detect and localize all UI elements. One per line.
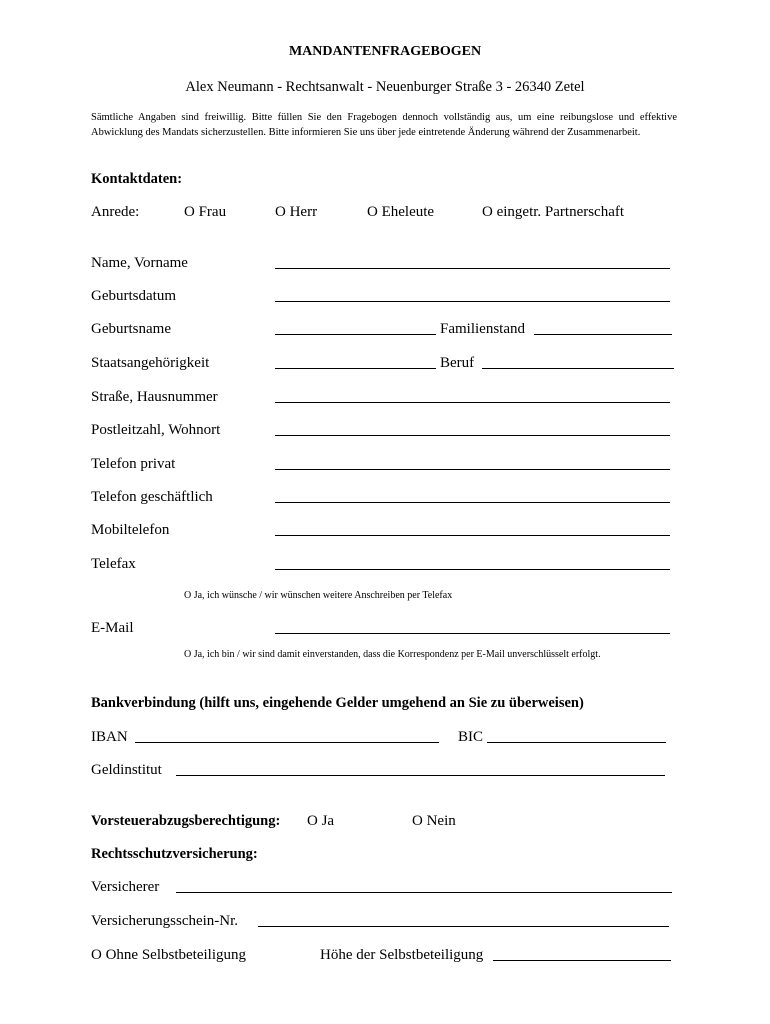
insurance-heading: Rechtsschutzversicherung: bbox=[91, 846, 258, 862]
postal-city-label: Postleitzahl, Wohnort bbox=[91, 422, 221, 438]
bank-institute-field[interactable] bbox=[176, 775, 665, 776]
phone-private-label: Telefon privat bbox=[91, 456, 176, 472]
deductible-field[interactable] bbox=[493, 960, 671, 961]
salutation-option-partnerschaft[interactable]: O eingetr. Partnerschaft bbox=[482, 204, 625, 220]
salutation-option-herr[interactable]: O Herr bbox=[275, 204, 318, 220]
fax-label: Telefax bbox=[91, 556, 136, 572]
phone-business-field[interactable] bbox=[275, 502, 670, 503]
policy-number-field[interactable] bbox=[258, 926, 669, 927]
email-field[interactable] bbox=[275, 633, 670, 634]
street-field[interactable] bbox=[275, 402, 670, 403]
street-label: Straße, Hausnummer bbox=[91, 389, 218, 405]
salutation-option-frau[interactable]: O Frau bbox=[184, 204, 227, 220]
phone-private-field[interactable] bbox=[275, 469, 670, 470]
email-label: E-Mail bbox=[91, 620, 134, 636]
tax-option-no[interactable]: O Nein bbox=[412, 813, 456, 829]
phone-business-label: Telefon geschäftlich bbox=[91, 489, 213, 505]
name-label: Name, Vorname bbox=[91, 255, 188, 271]
fax-field[interactable] bbox=[275, 569, 670, 570]
deductible-label: Höhe der Selbstbeteiligung bbox=[320, 947, 484, 963]
birthname-label: Geburtsname bbox=[91, 321, 171, 337]
no-deductible-option[interactable]: O Ohne Selbstbeteiligung bbox=[91, 947, 246, 963]
insurer-label: Versicherer bbox=[91, 879, 160, 895]
birthdate-field[interactable] bbox=[275, 301, 670, 302]
mobile-label: Mobiltelefon bbox=[91, 522, 170, 538]
contact-heading: Kontaktdaten: bbox=[91, 171, 183, 187]
mobile-field[interactable] bbox=[275, 535, 670, 536]
profession-label: Beruf bbox=[440, 355, 475, 371]
birthname-field[interactable] bbox=[275, 334, 436, 335]
bank-heading: Bankverbindung (hilft uns, eingehende Gelder umgehend an Sie zu überweisen) bbox=[91, 695, 584, 711]
insurer-field[interactable] bbox=[176, 892, 672, 893]
salutation-label: Anrede: bbox=[91, 204, 140, 220]
policy-number-label: Versicherungsschein-Nr. bbox=[91, 913, 239, 929]
marital-status-field[interactable] bbox=[534, 334, 672, 335]
lawyer-address: Alex Neumann - Rechtsanwalt - Neuenburger Straße 3 - 26340 Zetel bbox=[185, 79, 585, 95]
bic-field[interactable] bbox=[487, 742, 666, 743]
intro-paragraph: Sämtliche Angaben sind freiwillig. Bitte füllen Sie den Fragebogen dennoch vollständig aus, um eine reibungslose und effektive Abwicklung des Mandats sicherzustellen. Bitte informieren Sie uns über jede eintretende Änderung während der Zusammenarbeit. bbox=[91, 112, 677, 138]
salutation-option-eheleute[interactable]: O Eheleute bbox=[367, 204, 435, 220]
marital-status-label: Familienstand bbox=[440, 321, 525, 337]
bic-label: BIC bbox=[458, 729, 484, 745]
form-title: MANDANTENFRAGEBOGEN bbox=[288, 44, 482, 59]
bank-institute-label: Geldinstitut bbox=[91, 762, 162, 778]
email-consent-option[interactable]: O Ja, ich bin / wir sind damit einverstanden, dass die Korrespondenz per E-Mail unverschlüsselt erfolgt. bbox=[184, 649, 601, 660]
fax-consent-option[interactable]: O Ja, ich wünsche / wir wünschen weitere Anschreiben per Telefax bbox=[184, 590, 453, 601]
iban-field[interactable] bbox=[135, 742, 439, 743]
postal-city-field[interactable] bbox=[275, 435, 670, 436]
profession-field[interactable] bbox=[482, 368, 674, 369]
nationality-label: Staatsangehörigkeit bbox=[91, 355, 210, 371]
tax-deduction-label: Vorsteuerabzugsberechtigung: bbox=[91, 813, 281, 829]
iban-label: IBAN bbox=[91, 729, 128, 745]
nationality-field[interactable] bbox=[275, 368, 436, 369]
tax-option-yes[interactable]: O Ja bbox=[307, 813, 335, 829]
name-field[interactable] bbox=[275, 268, 670, 269]
birthdate-label: Geburtsdatum bbox=[91, 288, 176, 304]
